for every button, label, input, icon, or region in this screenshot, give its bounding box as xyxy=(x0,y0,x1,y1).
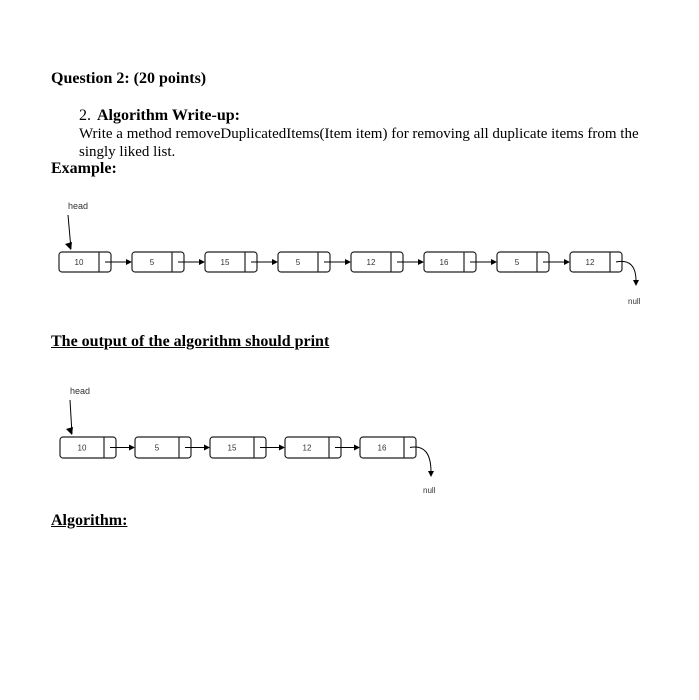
node-value: 5 xyxy=(295,258,301,267)
algorithm-heading: Algorithm: xyxy=(51,512,128,529)
list-node xyxy=(497,252,549,272)
input-linked-list-diagram xyxy=(0,195,699,315)
list-node xyxy=(60,437,116,458)
node-value: 12 xyxy=(585,258,595,267)
node-value: 10 xyxy=(77,443,87,453)
output-heading: The output of the algorithm should print xyxy=(51,333,330,350)
list-node xyxy=(132,252,184,272)
list-node xyxy=(205,252,257,272)
node-value: 16 xyxy=(377,443,387,453)
list-node xyxy=(285,437,341,458)
list-node xyxy=(59,252,111,272)
node-value: 16 xyxy=(439,258,449,267)
node-value: 5 xyxy=(514,258,520,267)
node-value: 15 xyxy=(227,443,237,453)
list-node xyxy=(570,252,622,272)
example-label: Example: xyxy=(51,160,117,177)
list-node xyxy=(210,437,266,458)
list-node xyxy=(424,252,476,272)
node-value: 10 xyxy=(74,258,84,267)
node-value: 12 xyxy=(302,443,312,453)
node-value: 15 xyxy=(220,258,230,267)
output-linked-list-diagram xyxy=(0,382,699,502)
head-pointer-arrow xyxy=(66,400,73,435)
head-label: head xyxy=(68,201,89,211)
node-value: 5 xyxy=(154,443,160,453)
list-node xyxy=(360,437,416,458)
list-node xyxy=(135,437,191,458)
null-label: null xyxy=(628,297,641,306)
node-value: 12 xyxy=(366,258,376,267)
list-node xyxy=(351,252,403,272)
head-pointer-arrow xyxy=(65,215,72,250)
list-node xyxy=(278,252,330,272)
head-label: head xyxy=(70,386,91,396)
item-description: Write a method removeDuplicatedItems(Item item) for removing all duplicate items from the singly liked list. xyxy=(79,126,639,160)
question-title: Question 2: (20 points) xyxy=(51,70,207,87)
null-label: null xyxy=(423,486,436,495)
item-number: 2. xyxy=(79,107,91,124)
node-value: 5 xyxy=(149,258,155,267)
item-heading-line xyxy=(79,107,240,125)
item-heading: Algorithm Write-up: xyxy=(97,107,240,124)
